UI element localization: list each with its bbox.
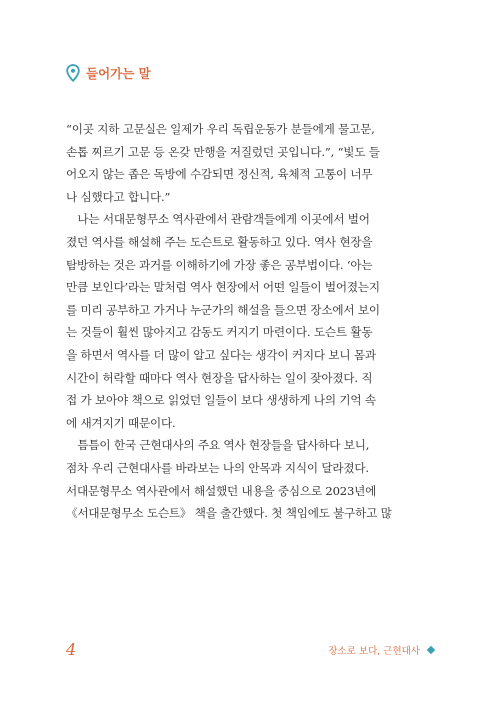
paragraph: 나는 서대문형무소 역사관에서 관람객들에게 이곳에서 벌어 졌던 역사를 해설해 주는 도슨트로 활동하고 있다. 역사 현장을 탐방하는 것은 과거를 이해하기에 가장 좋은 공부법이다. ‘아는 만큼 보인다’라는 말처럼 역사 현장에서 어떤 일들이 벌어졌는지 를 미리 공부하고 가거나 누군가의 해설을 들으면 장소에서 보이 는 것들이 훨씬 많아지고 감동도 커지기 마련이다. 도슨트 활동 을 하면서 역사를 더 많이 알고 싶다는 생각이 커지다 보니 몸과 시간이 허락할 때마다 역사 현장을 답사하는 일이 잦아졌다. 직 접 가 보아야 책으로 읽었던 일들이 보다 생생하게 나의 기억 속 에 새겨지기 때문이다. <box>66 212 380 430</box>
page-footer <box>66 640 434 659</box>
paragraph: “이곳 지하 고문실은 일제가 우리 독립운동가 분들에게 물고문, 손톱 찌르기 고문 등 온갖 만행을 저질렀던 곳입니다.”, “빛도 들 어오지 않는 좁은 독방에 수감되면 정신적, 육체적 고통이 너무 나 심했다고 합니다.” <box>66 122 380 204</box>
chapter-header <box>66 64 151 82</box>
paragraph: 틈틈이 한국 근현대사의 주요 역사 현장들을 답사하다 보니, 점차 우리 근현대사를 바라보는 나의 안목과 지식이 달라졌다. 서대문형무소 역사관에서 해설했던 내용을 중심으로 2023년에 《서대문형무소 도슨트》 책을 출간했다. 첫 책임에도 불구하고 많 <box>66 438 392 521</box>
running-title: 장소로 보다, 근현대사 <box>328 645 420 657</box>
body-text <box>66 118 432 525</box>
diamond-icon <box>427 645 435 653</box>
chapter-title: 들어가는 말 <box>86 66 151 81</box>
location-pin-icon <box>66 64 80 82</box>
running-title-group <box>328 643 434 657</box>
page-number: 4 <box>66 640 77 659</box>
